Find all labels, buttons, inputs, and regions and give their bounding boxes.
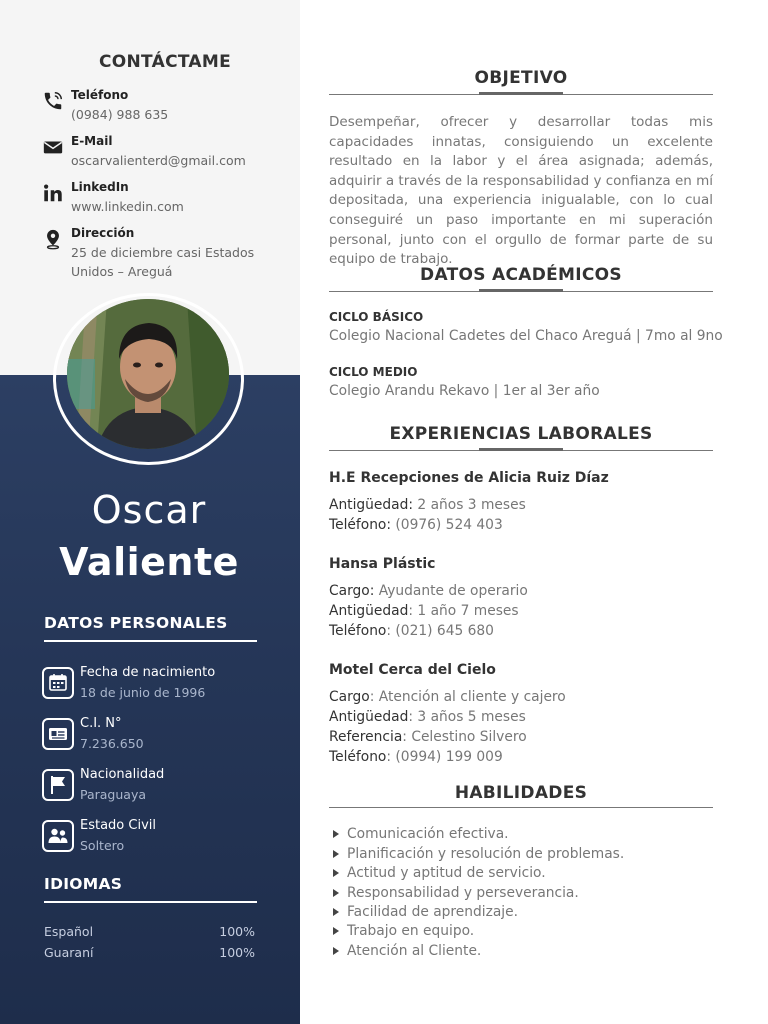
location-pin-icon xyxy=(42,228,64,250)
flag-icon xyxy=(42,769,74,801)
job-detail: Referencia: Celestino Silvero xyxy=(329,729,527,745)
contact-linkedin-value[interactable]: www.linkedin.com xyxy=(71,199,184,214)
skill-item: Facilidad de aprendizaje. xyxy=(333,904,518,920)
experience-title: EXPERIENCIAS LABORALES xyxy=(389,424,653,444)
language-name: Español xyxy=(44,924,94,939)
skills-title: HABILIDADES xyxy=(454,783,588,803)
job-company: Hansa Plástic xyxy=(329,556,436,572)
job-detail: Cargo: Ayudante de operario xyxy=(329,583,528,599)
language-level: 100% xyxy=(219,945,255,960)
calendar-icon xyxy=(42,667,74,699)
job-detail: Antigüedad: 1 año 7 meses xyxy=(329,603,519,619)
skills-divider xyxy=(329,807,713,808)
skill-item: Responsabilidad y perseverancia. xyxy=(333,885,579,901)
phone-icon xyxy=(42,90,64,112)
education-accent xyxy=(479,289,563,292)
education-school: Colegio Nacional Cadetes del Chaco Areguá | 7mo al 9no xyxy=(329,328,723,344)
job-detail: Cargo: Atención al cliente y cajero xyxy=(329,689,566,705)
personal-label-birthdate: Fecha de nacimiento xyxy=(80,665,216,680)
skill-item: Comunicación efectiva. xyxy=(333,826,509,842)
education-title: DATOS ACADÉMICOS xyxy=(420,265,622,285)
personal-value-birthdate: 18 de junio de 1996 xyxy=(80,685,206,700)
bullet-triangle-icon xyxy=(333,850,339,858)
contact-address-label: Dirección xyxy=(71,226,135,240)
objective-title: OBJETIVO xyxy=(474,68,568,88)
contact-phone-label: Teléfono xyxy=(71,88,129,102)
language-level: 100% xyxy=(219,924,255,939)
education-school: Colegio Arandu Rekavo | 1er al 3er año xyxy=(329,383,600,399)
personal-value-id: 7.236.650 xyxy=(80,736,144,751)
objective-text: Desempeñar, ofrecer y desarrollar todas mis capacidades innatas, consiguiendo un excelente resultado en la labor y el área asignada; además, adquirir a través de la responsabilidad y confianza en mí depositada, una experiencia inigualable, con lo cual conseguiré un paso importante en mi superación personal, junto con el orgullo de formar parte de su equipo de trabajo. xyxy=(329,114,714,268)
job-detail: Antigüedad: 3 años 5 meses xyxy=(329,709,526,725)
education-level: CICLO MEDIO xyxy=(329,365,418,379)
profile-photo xyxy=(67,299,229,449)
profile-photo-frame xyxy=(53,293,244,465)
contact-linkedin-label: LinkedIn xyxy=(71,180,129,194)
bullet-triangle-icon xyxy=(333,947,339,955)
contact-phone-value: (0984) 988 635 xyxy=(71,107,169,122)
personal-value-nationality: Paraguaya xyxy=(80,787,147,802)
language-name: Guaraní xyxy=(44,945,94,960)
job-detail: Antigüedad: 2 años 3 meses xyxy=(329,497,526,513)
education-level: CICLO BÁSICO xyxy=(329,310,424,324)
language-row xyxy=(44,945,255,960)
contact-email-label: E-Mail xyxy=(71,134,113,148)
skill-item: Atención al Cliente. xyxy=(333,943,481,959)
skill-item: Actitud y aptitud de servicio. xyxy=(333,865,546,881)
contact-title: CONTÁCTAME xyxy=(98,52,232,72)
language-row xyxy=(44,924,255,939)
bullet-triangle-icon xyxy=(333,908,339,916)
bullet-triangle-icon xyxy=(333,927,339,935)
personal-label-id: C.I. N° xyxy=(80,716,122,731)
people-icon xyxy=(42,820,74,852)
job-detail: Teléfono: (021) 645 680 xyxy=(329,623,494,639)
linkedin-icon xyxy=(42,182,64,204)
job-company: H.E Recepciones de Alicia Ruiz Díaz xyxy=(329,470,609,486)
objective-accent xyxy=(479,92,563,95)
personal-value-civil-status: Soltero xyxy=(80,838,125,853)
personal-label-civil-status: Estado Civil xyxy=(80,818,156,833)
bullet-triangle-icon xyxy=(333,889,339,897)
bullet-triangle-icon xyxy=(333,869,339,877)
job-company: Motel Cerca del Cielo xyxy=(329,662,496,678)
contact-address-value: 25 de diciembre casi Estados Unidos – Areguá xyxy=(71,245,255,279)
skill-item: Trabajo en equipo. xyxy=(333,923,474,939)
profile-first-name: Oscar xyxy=(91,488,207,532)
personal-label-nationality: Nacionalidad xyxy=(80,767,165,782)
id-card-icon xyxy=(42,718,74,750)
contact-email-value: oscarvalienterd@gmail.com xyxy=(71,153,246,168)
personal-section-title: DATOS PERSONALES xyxy=(44,614,257,642)
job-detail: Teléfono: (0994) 199 009 xyxy=(329,749,503,765)
bullet-triangle-icon xyxy=(333,830,339,838)
mail-icon xyxy=(42,136,64,158)
job-detail: Teléfono: (0976) 524 403 xyxy=(329,517,503,533)
languages-section-title: IDIOMAS xyxy=(44,875,257,903)
profile-last-name: Valiente xyxy=(59,540,239,584)
experience-accent xyxy=(479,448,563,451)
skill-item: Planificación y resolución de problemas. xyxy=(333,846,624,862)
